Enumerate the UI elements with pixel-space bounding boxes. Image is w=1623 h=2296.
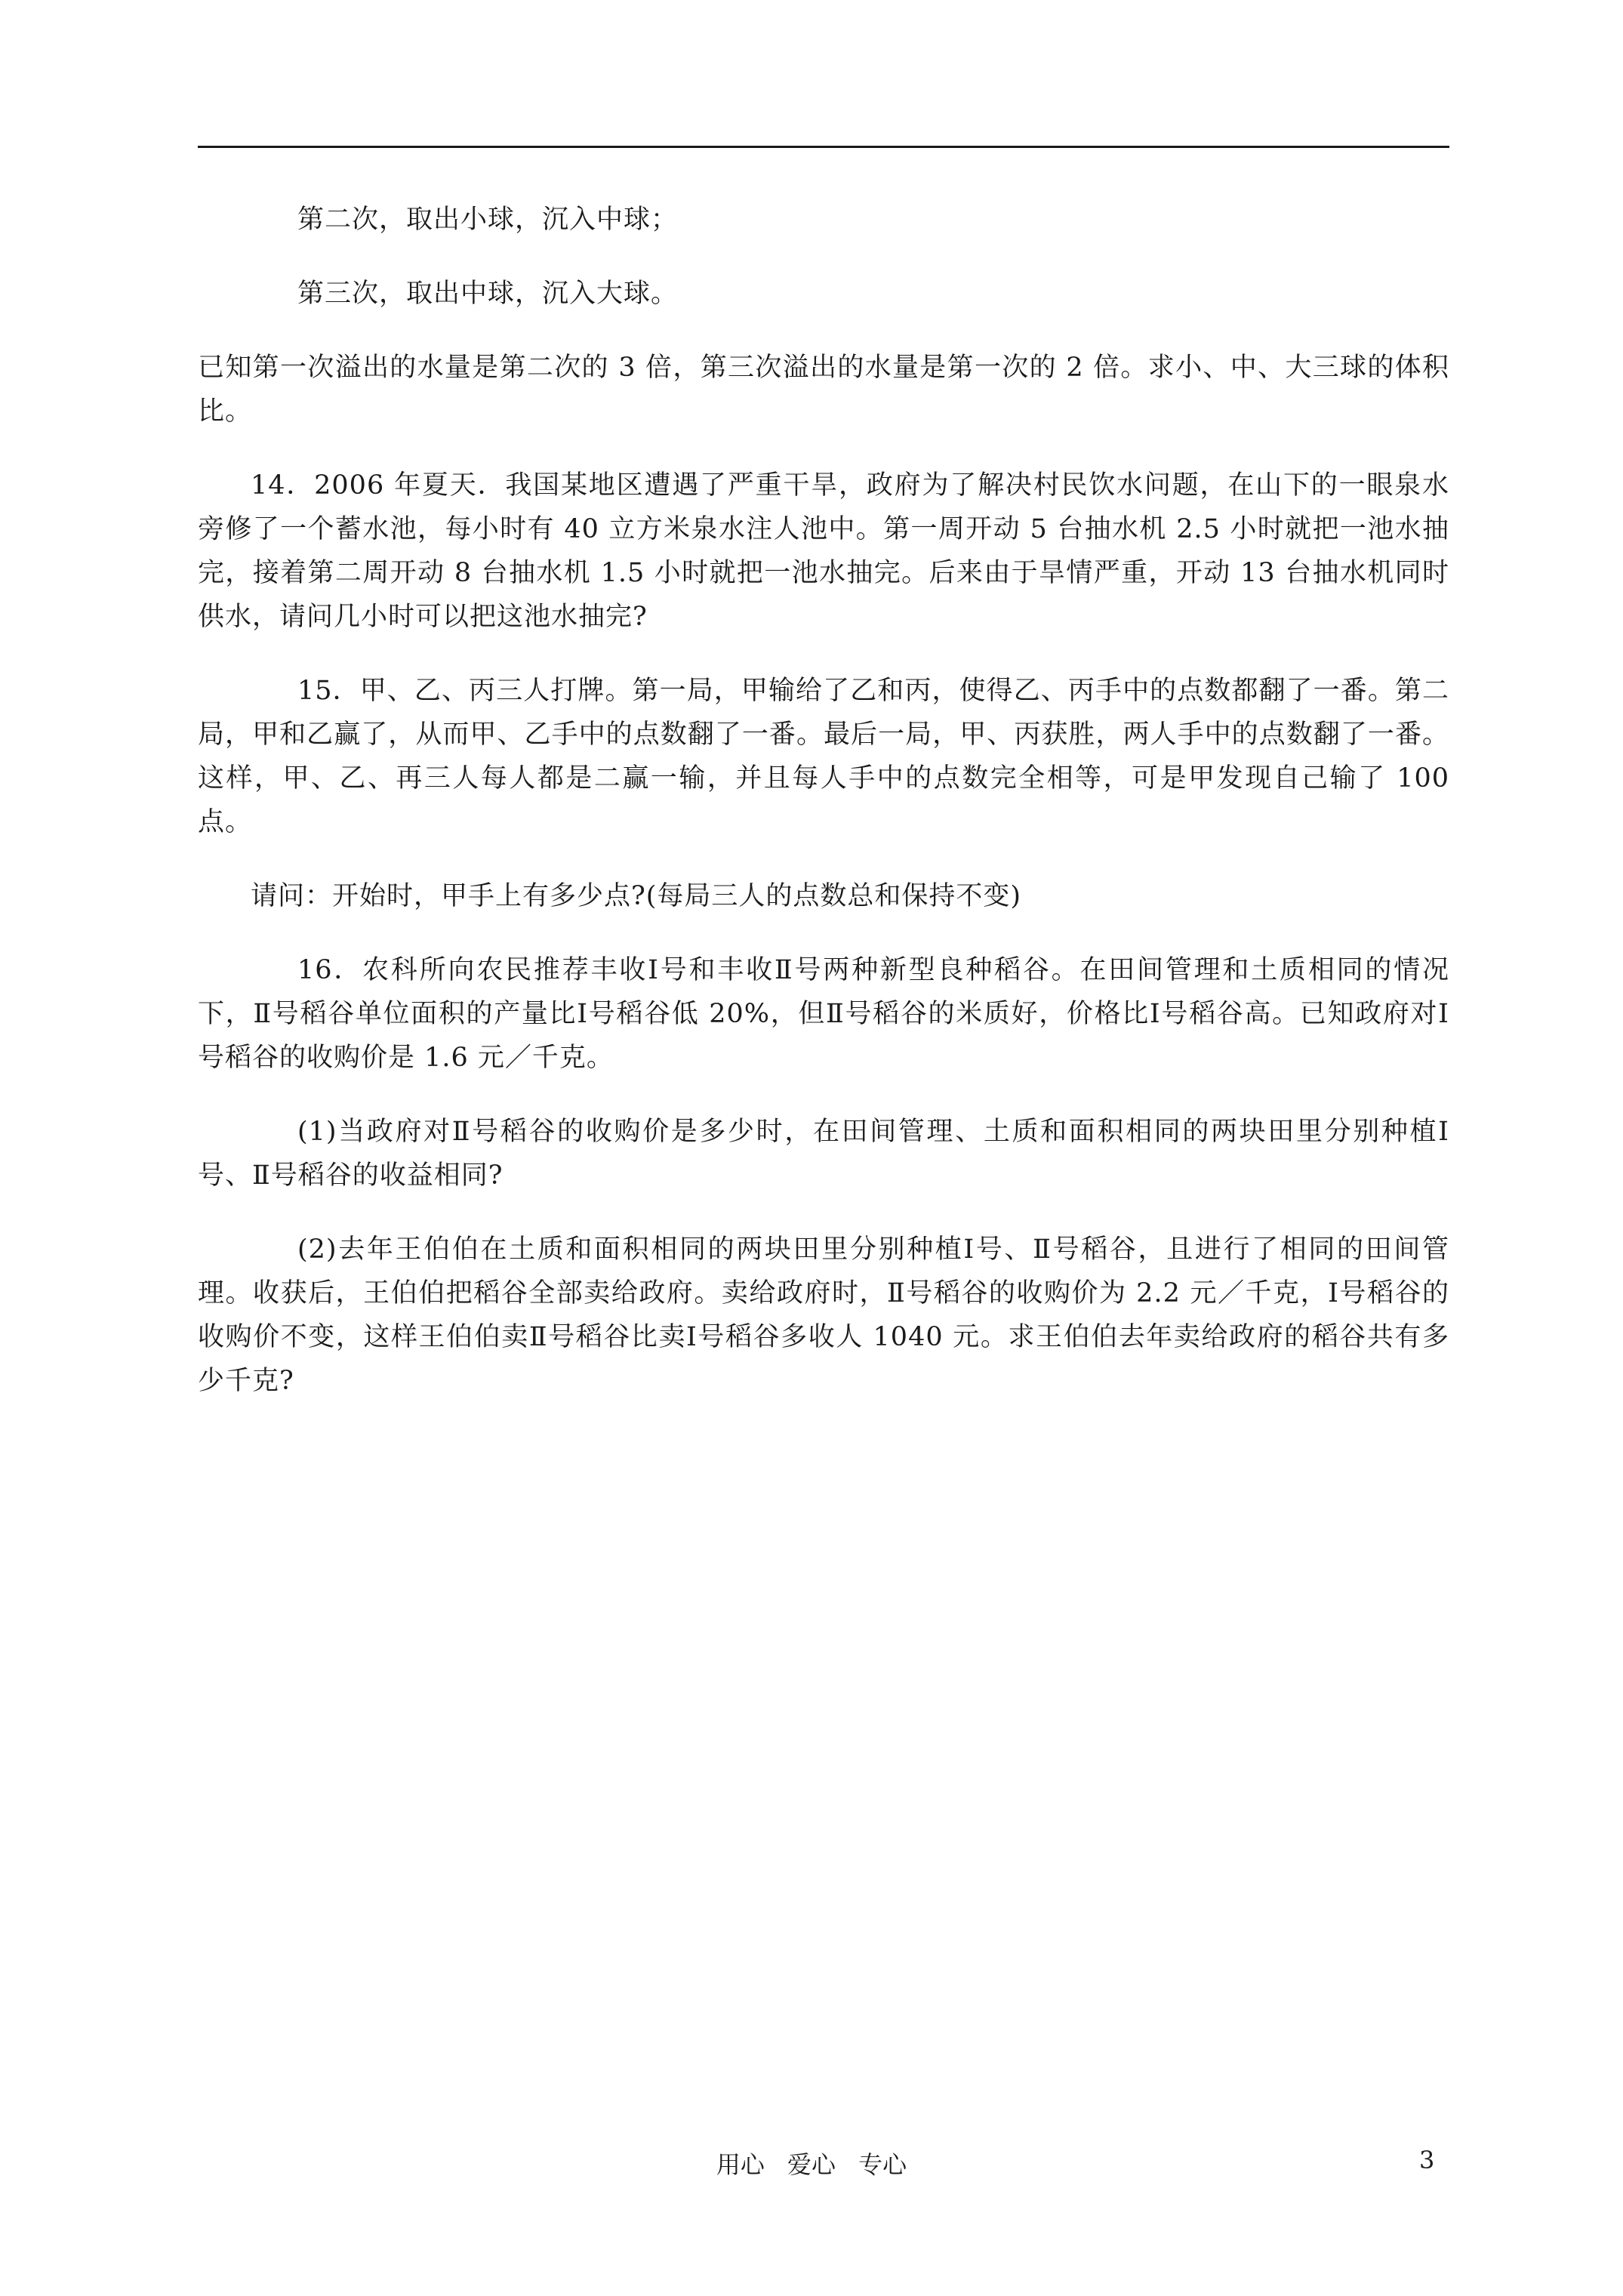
page-number: 3 [1419,2146,1435,2174]
header-rule [198,146,1449,148]
paragraph-question-14: 14．2006 年夏天．我国某地区遭遇了严重干旱，政府为了解决村民饮水问题，在山下的一眼泉水旁修了一个蓄水池，每小时有 40 立方米泉水注人池中。第一周开动 5 台抽水机 2.5 小时就把一池水抽完，接着第二周开动 8 台抽水机 1.5 小时就把一池水抽完。后来由于旱情严重，开动 13 台抽水机同时供水，请问几小时可以把这池水抽完? [198,470,1449,632]
paragraph-question-13-ask: 已知第一次溢出的水量是第二次的 3 倍，第三次溢出的水量是第一次的 2 倍。求小、中、大三球的体积比。 [198,353,1449,427]
page-footer: 用心 爱心 专心 [716,2150,907,2179]
paragraph-question-16-part-1: (1)当政府对Ⅱ号稻谷的收购价是多少时，在田间管理、土质和面积相同的两块田里分别种植Ⅰ号、Ⅱ号稻谷的收益相同? [198,1117,1449,1191]
paragraph-question-16-part-2: (2)去年王伯伯在土质和面积相同的两块田里分别种植Ⅰ号、Ⅱ号稻谷，且进行了相同的田间管理。收获后，王伯伯把稻谷全部卖给政府。卖给政府时，Ⅱ号稻谷的收购价为 2.2 元／千克，Ⅰ号稻谷的收购价不变，这样王伯伯卖Ⅱ号稻谷比卖Ⅰ号稻谷多收人 1040 元。求王伯伯去年卖给政府的稻谷共有多少千克? [198,1234,1449,1396]
paragraph-question-15-ask: 请问：开始时，甲手上有多少点?(每局三人的点数总和保持不变) [251,881,1022,911]
document-body [198,198,1449,1433]
paragraph-question-16: 16．农科所向农民推荐丰收Ⅰ号和丰收Ⅱ号两种新型良种稻谷。在田间管理和土质相同的情况下，Ⅱ号稻谷单位面积的产量比Ⅰ号稻谷低 20%，但Ⅱ号稻谷的米质好，价格比Ⅰ号稻谷高。已知政府对Ⅰ号稻谷的收购价是 1.6 元／千克。 [198,955,1449,1073]
paragraph-step-two: 第二次，取出小球，沉入中球； [297,205,679,235]
paragraph-step-three: 第三次，取出中球，沉入大球。 [297,279,679,309]
paragraph-question-15: 15．甲、乙、丙三人打牌。第一局，甲输给了乙和丙，使得乙、丙手中的点数都翻了一番。第二局，甲和乙赢了，从而甲、乙手中的点数翻了一番。最后一局，甲、丙获胜，两人手中的点数翻了一番。这样，甲、乙、再三人每人都是二赢一输，并且每人手中的点数完全相等，可是甲发现自己输了 100 点。 [198,676,1449,837]
